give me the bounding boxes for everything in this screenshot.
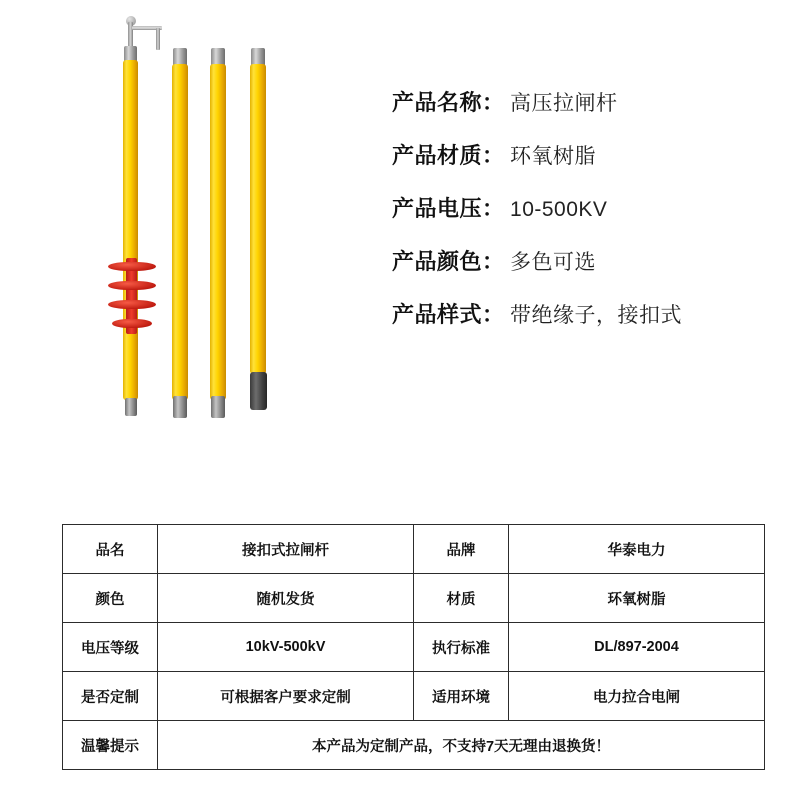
spec-colon: ： — [482, 143, 505, 168]
spec-row — [392, 86, 784, 117]
spec-label: 产品样式 — [392, 302, 483, 327]
insulator-skirt — [108, 281, 156, 290]
spec-value: 多色可选 — [510, 251, 597, 274]
table-row — [63, 623, 765, 672]
table-cell-value: DL/897-2004 — [509, 623, 765, 672]
table-cell-value: 10kV-500kV — [158, 623, 414, 672]
table-row — [63, 525, 765, 574]
spec-label: 产品名称 — [392, 90, 483, 115]
table-row — [63, 672, 765, 721]
table-cell-key: 品牌 — [414, 525, 509, 574]
pole-1-foot — [125, 398, 137, 416]
insulator-skirt — [108, 300, 156, 309]
pole-2-foot — [173, 396, 187, 418]
spec-label: 产品颜色 — [392, 249, 483, 274]
spec-row — [392, 298, 784, 329]
insulator-skirt — [112, 319, 152, 328]
table-cell-value: 可根据客户要求定制 — [158, 672, 414, 721]
pole-2-body — [172, 64, 188, 400]
pole-4-foot — [250, 372, 267, 410]
product-image — [0, 0, 390, 470]
spec-colon: ： — [482, 90, 505, 115]
table-cell-key: 电压等级 — [63, 623, 158, 672]
pole-4-body — [250, 64, 266, 374]
table-cell-key: 材质 — [414, 574, 509, 623]
spec-label: 产品材质 — [392, 143, 483, 168]
table-cell-key: 适用环境 — [414, 672, 509, 721]
table-cell-key: 温馨提示 — [63, 721, 158, 770]
pole-1-body — [123, 60, 138, 400]
table-cell-value: 华泰电力 — [509, 525, 765, 574]
parameter-table — [62, 524, 765, 770]
spec-colon: ： — [482, 196, 505, 221]
spec-label: 产品电压 — [392, 196, 483, 221]
table-row — [63, 574, 765, 623]
table-cell-key: 品名 — [63, 525, 158, 574]
pole-3-foot — [211, 396, 225, 418]
table-row-note — [63, 721, 765, 770]
table-cell-value: 电力拉合电闸 — [509, 672, 765, 721]
hook-hook-icon — [156, 28, 160, 50]
table-cell-value: 环氧树脂 — [509, 574, 765, 623]
spec-value: 高压拉闸杆 — [510, 92, 618, 115]
table-cell-key: 颜色 — [63, 574, 158, 623]
spec-row — [392, 245, 784, 276]
spec-value: 10-500KV — [510, 198, 608, 221]
pole-3-body — [210, 64, 226, 400]
spec-colon: ： — [482, 249, 505, 274]
table-cell-value: 接扣式拉闸杆 — [158, 525, 414, 574]
spec-value: 带绝缘子，接扣式 — [510, 304, 683, 327]
table-cell-key: 执行标准 — [414, 623, 509, 672]
table-cell-key: 是否定制 — [63, 672, 158, 721]
spec-row — [392, 139, 784, 170]
table-cell-note: 本产品为定制产品，不支持7天无理由退换货！ — [158, 721, 765, 770]
spec-value: 环氧树脂 — [510, 145, 597, 168]
spec-list — [392, 86, 784, 351]
spec-colon: ： — [482, 302, 505, 327]
table-cell-value: 随机发货 — [158, 574, 414, 623]
spec-row — [392, 192, 784, 223]
insulator-skirt — [108, 262, 156, 271]
